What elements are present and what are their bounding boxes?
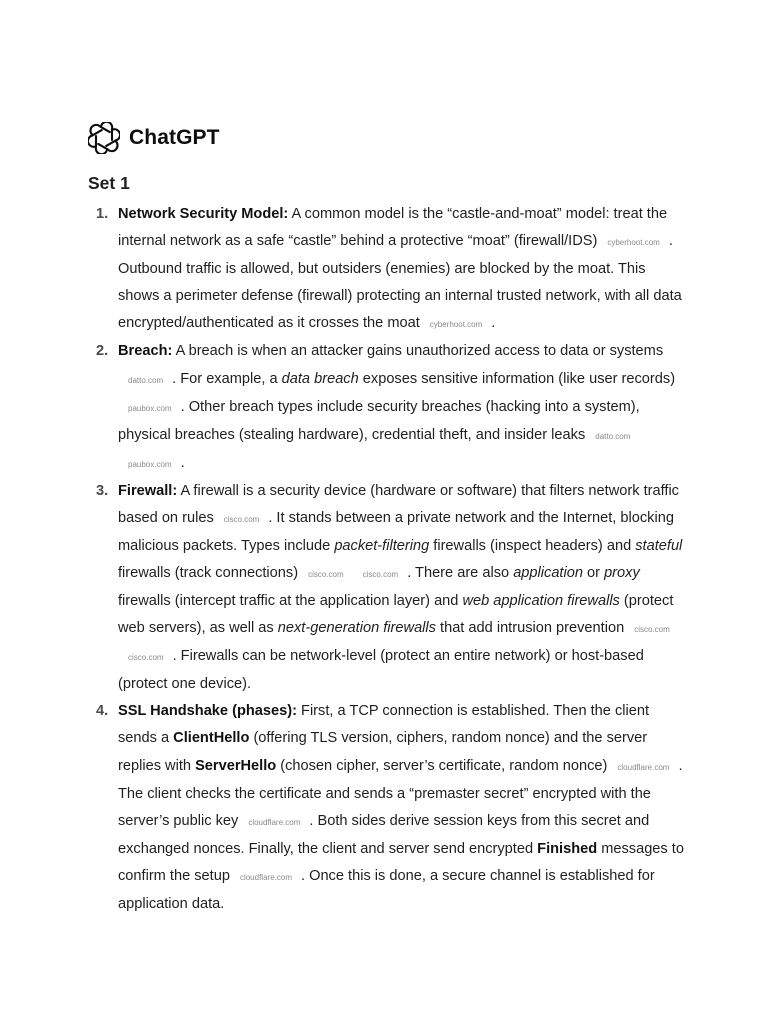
- citation-link[interactable]: datto.com: [128, 375, 164, 385]
- item-number: 4.: [96, 703, 109, 720]
- item-text: . Other breach types include security breaches (hacking into a system), physical breaches (stealing hardware), credential theft, and insider leaks: [118, 398, 640, 443]
- item-text: A common model is the “castle-and-moat” model: treat the internal network as a safe “castle” behind a protective “moat” (firewall/IDS): [118, 206, 668, 250]
- item-strong: ClientHello: [173, 730, 250, 747]
- item-text: . Outbound traffic is allowed, but outsiders (enemies) are blocked by the moat. This shows a perimeter defense (firewall) protecting an internal trusted network, with all data encrypted/authenticated as it crosses the moat: [118, 233, 682, 332]
- item-text: exposes sensitive information (like user records): [358, 370, 676, 387]
- citation-link[interactable]: cisco.com: [223, 514, 260, 524]
- item-text: . Both sides derive session keys from this secret and exchanged nonces. Finally, the client and server send encrypted: [118, 812, 650, 857]
- item-text: (protect web servers), as well as: [118, 592, 674, 637]
- item-number: 1.: [96, 206, 109, 222]
- item-emphasis: next-generation firewalls: [277, 620, 436, 637]
- item-text: . Once this is done, a secure channel is established for application data.: [118, 867, 655, 912]
- citation-link[interactable]: cloudflare.com: [617, 762, 670, 772]
- citation-link[interactable]: paubox.com: [128, 403, 172, 413]
- item-text: .: [491, 315, 496, 332]
- item-text: . For example, a: [172, 370, 282, 387]
- citation-link[interactable]: cloudflare.com: [248, 817, 301, 827]
- item-heading: Firewall:: [118, 482, 178, 499]
- citation-link[interactable]: paubox.com: [128, 459, 172, 469]
- list-item-network-security-model: [88, 201, 688, 338]
- item-text: . There are also: [407, 564, 514, 581]
- item-text: A breach is when an attacker gains unauthorized access to data or systems: [172, 343, 664, 360]
- list-item-firewall: [88, 478, 688, 699]
- citation-link[interactable]: cisco.com: [308, 569, 344, 579]
- citation-link[interactable]: cyberhoot.com: [429, 320, 483, 330]
- list-item-ssl-handshake: [88, 698, 688, 918]
- item-text: . Firewalls can be network-level (protect an entire network) or host-based (protect one device).: [118, 648, 644, 693]
- citation-link[interactable]: cyberhoot.com: [607, 238, 660, 248]
- item-text: . The client checks the certificate and sends a “premaster secret” encrypted with the server’s public key: [118, 757, 683, 829]
- item-text: firewalls (track connections): [118, 564, 299, 581]
- openai-logo-icon: [88, 122, 120, 154]
- citation-link[interactable]: cisco.com: [128, 653, 164, 663]
- item-text: messages to confirm the setup: [118, 840, 684, 884]
- item-number: 3.: [96, 482, 109, 499]
- citation-link[interactable]: cisco.com: [634, 625, 670, 635]
- item-number: 2.: [96, 343, 109, 360]
- item-text: (chosen cipher, server’s certificate, random nonce): [276, 757, 608, 774]
- item-heading: SSL Handshake (phases):: [118, 703, 297, 720]
- item-text: (offering TLS version, ciphers, random nonce) and the server replies with: [118, 730, 648, 774]
- brand-header: [88, 120, 220, 156]
- item-text: firewalls (intercept traffic at the application layer) and: [118, 592, 463, 609]
- item-text: . It stands between a private network and the Internet, blocking malicious packets. Types include: [118, 509, 674, 554]
- citation-link[interactable]: datto.com: [595, 431, 631, 441]
- item-text: or: [582, 564, 605, 581]
- citation-link[interactable]: cisco.com: [362, 569, 399, 579]
- item-text: A firewall is a security device (hardware or software) that filters network traffic based on rules: [118, 482, 679, 526]
- item-text: First, a TCP connection is established. Then the client sends a: [118, 703, 650, 747]
- section-title: Set 1: [88, 173, 130, 193]
- item-strong: Finished: [537, 840, 598, 857]
- item-heading: Network Security Model:: [118, 206, 289, 222]
- citation-link[interactable]: cloudflare.com: [239, 872, 292, 882]
- item-emphasis: web application firewalls: [462, 592, 620, 609]
- item-emphasis: data breach: [281, 370, 359, 387]
- item-strong: ServerHello: [195, 757, 277, 774]
- item-emphasis: packet-filtering: [334, 537, 430, 554]
- item-text: .: [180, 454, 185, 471]
- item-heading: Breach:: [118, 343, 173, 360]
- topic-list: [88, 201, 688, 918]
- item-emphasis: application: [513, 564, 583, 581]
- item-emphasis: proxy: [604, 564, 640, 581]
- item-text: that add intrusion prevention: [435, 620, 625, 637]
- list-item-breach: [88, 338, 688, 477]
- item-emphasis: stateful: [635, 537, 683, 554]
- brand-name: ChatGPT: [129, 126, 220, 149]
- item-text: firewalls (inspect headers) and: [429, 537, 636, 554]
